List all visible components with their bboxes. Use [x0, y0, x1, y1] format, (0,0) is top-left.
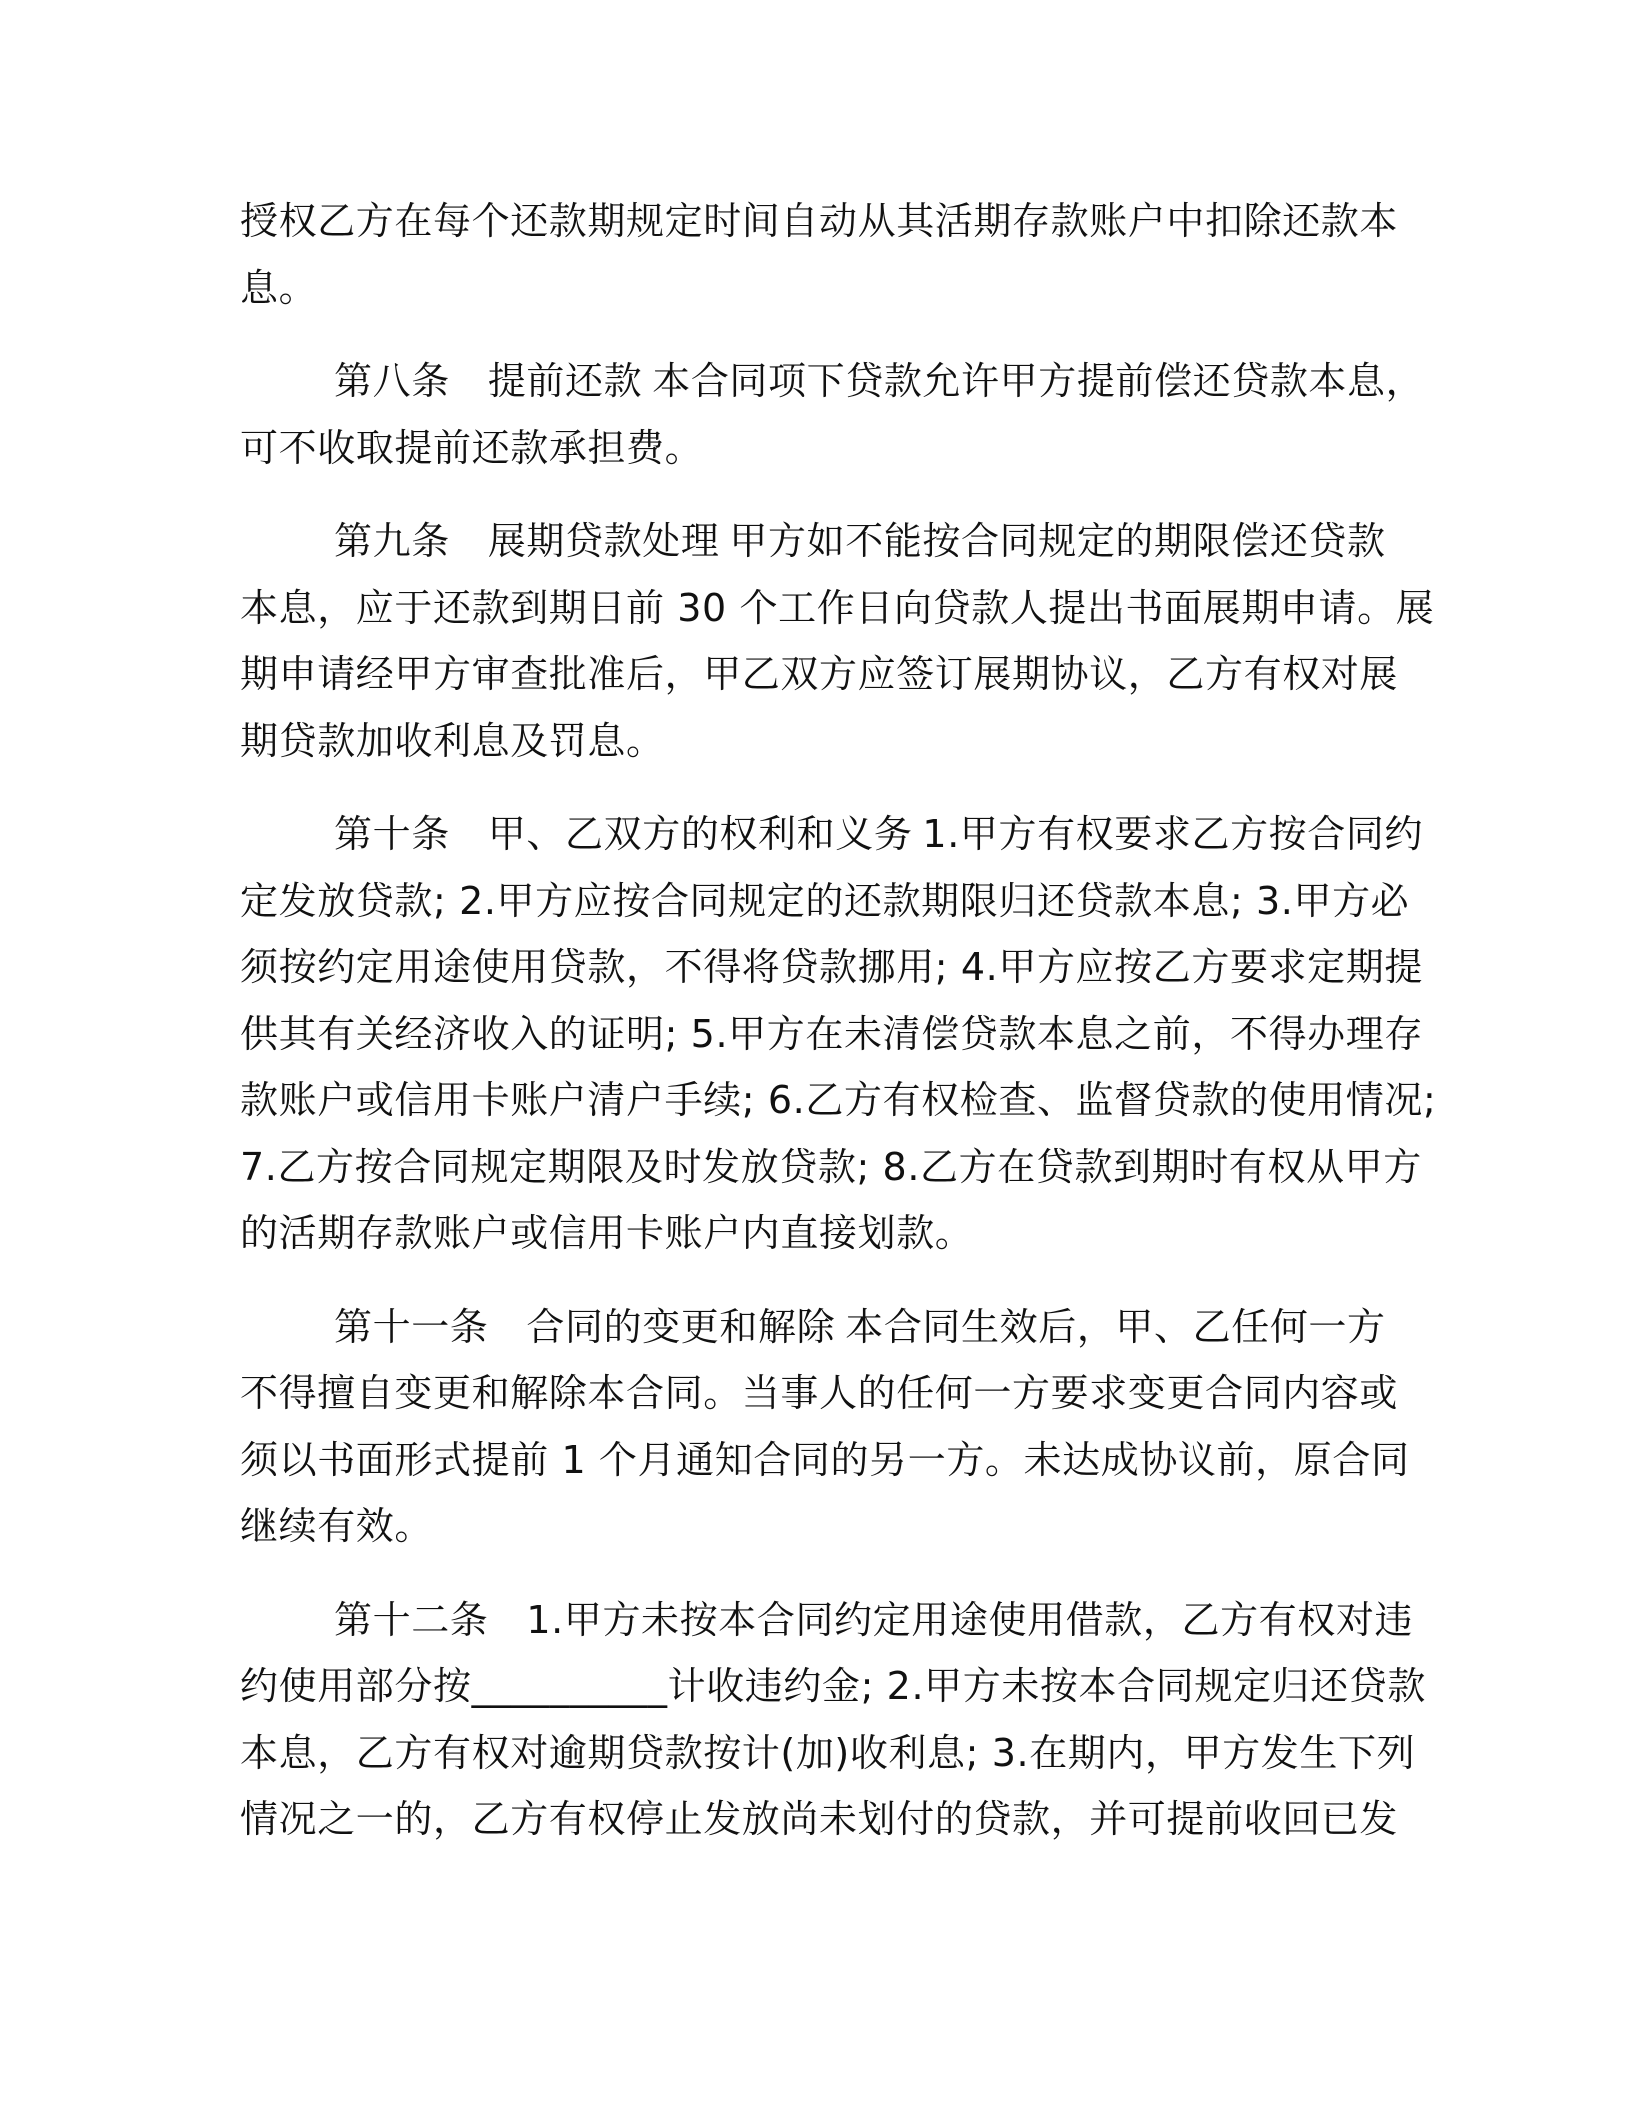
article-number: 第十二条	[334, 1597, 489, 1642]
text-line	[240, 801, 1424, 868]
article-title: 甲、乙双方的权利和义务	[487, 812, 913, 856]
text-line: 期贷款加收利息及罚息。	[240, 718, 665, 763]
article-text: 1.甲方未按本合同约定用途使用借款，乙方有权对违	[526, 1597, 1414, 1642]
text-line: 本息，乙方有权对逾期贷款按计(加)收利息; 3.在期内，甲方发生下列	[240, 1730, 1416, 1775]
text-line: 须以书面形式提前 1 个月通知合同的另一方。未达成协议前，原合同	[240, 1437, 1410, 1482]
text-line: 约使用部分按__________计收违约金; 2.甲方未按本合同规定归还贷款	[240, 1664, 1426, 1708]
article-number: 第十一条	[334, 1304, 489, 1349]
article-number: 第十条	[334, 812, 450, 856]
article-title: 合同的变更和解除	[526, 1304, 836, 1349]
text-line: 期申请经甲方审查批准后，甲乙双方应签订展期协议，乙方有权对展	[240, 652, 1399, 696]
text-line: 款账户或信用卡账户清户手续; 6.乙方有权检查、监督贷款的使用情况;	[240, 1078, 1437, 1122]
article-text: 本合同项下贷款允许甲方提前偿还贷款本息，	[652, 359, 1425, 403]
text-line: 授权乙方在每个还款期规定时间自动从其活期存款账户中扣除还款本	[240, 199, 1399, 243]
text-line: 息。	[240, 265, 318, 310]
text-line: 7.乙方按合同规定期限及时发放贷款; 8.乙方在贷款到期时有权从甲方	[240, 1144, 1422, 1189]
document-body	[240, 188, 1437, 1880]
text-line: 定发放贷款; 2.甲方应按合同规定的还款期限归还贷款本息; 3.甲方必	[240, 878, 1410, 923]
intro-paragraph	[240, 188, 1399, 321]
text-line: 继续有效。	[240, 1504, 434, 1548]
article-text: 甲方如不能按合同规定的期限偿还贷款	[729, 519, 1386, 563]
text-line: 供其有关经济收入的证明; 5.甲方在未清偿贷款本息之前，不得办理存	[240, 1011, 1423, 1056]
text-line	[240, 1587, 1414, 1654]
text-line: 不得擅自变更和解除本合同。当事人的任何一方要求变更合同内容或	[240, 1371, 1399, 1415]
text-line: 须按约定用途使用贷款，不得将贷款挪用; 4.甲方应按乙方要求定期提	[240, 945, 1423, 989]
article-text: 本合同生效后，甲、乙任何一方	[845, 1304, 1386, 1349]
article-12	[240, 1587, 1426, 1853]
article-9	[240, 508, 1435, 774]
text-line	[240, 508, 1390, 575]
article-title: 展期贷款处理	[487, 519, 720, 563]
article-text: 1.甲方有权要求乙方按合同约	[922, 812, 1424, 856]
text-line: 可不收取提前还款承担费。	[240, 425, 704, 470]
text-line: 本息，应于还款到期日前 30 个工作日向贷款人提出书面展期申请。展	[240, 585, 1435, 630]
article-title: 提前还款	[487, 359, 643, 403]
text-line	[240, 348, 1425, 415]
article-10	[240, 801, 1437, 1267]
article-8	[240, 348, 1425, 481]
text-line: 情况之一的，乙方有权停止发放尚未划付的贷款，并可提前收回已发	[240, 1797, 1399, 1841]
article-number: 第八条	[334, 359, 450, 403]
text-line	[240, 1294, 1390, 1361]
article-number: 第九条	[334, 519, 450, 563]
text-line: 的活期存款账户或信用卡账户内直接划款。	[240, 1211, 974, 1255]
article-11	[240, 1294, 1410, 1560]
